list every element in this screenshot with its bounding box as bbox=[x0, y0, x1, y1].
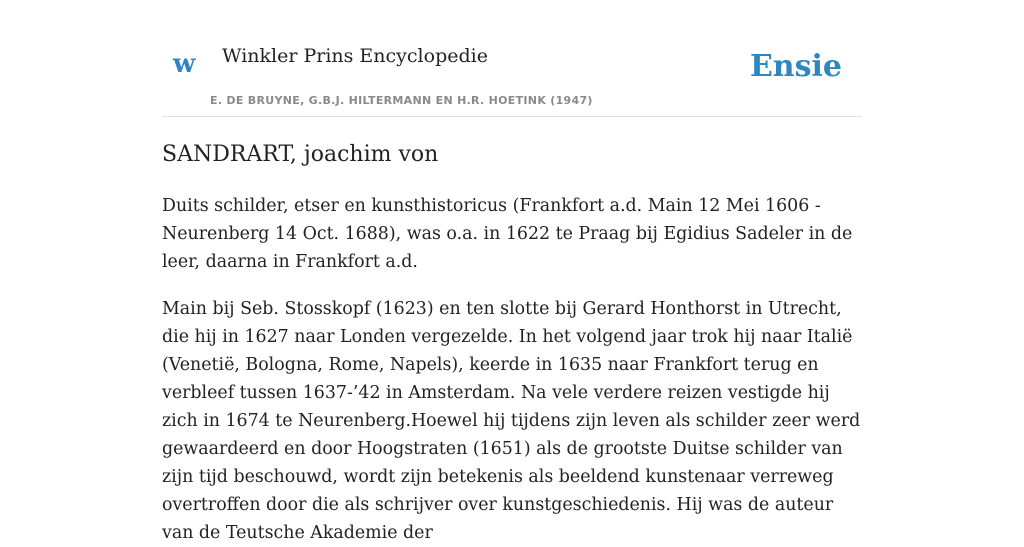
publication-authors: E. DE BRUYNE, G.B.J. HILTERMANN EN H.R. HOETINK (1947) bbox=[210, 94, 593, 107]
entry-title: SANDRART, joachim von bbox=[162, 142, 439, 167]
ensie-brand-link[interactable]: Ensie bbox=[749, 49, 842, 84]
publication-title[interactable]: Winkler Prins Encyclopedie bbox=[222, 45, 488, 67]
page-container bbox=[162, 0, 862, 543]
encyclopedia-logo[interactable]: w bbox=[173, 49, 196, 79]
header bbox=[162, 0, 862, 117]
article-paragraph: Duits schilder, etser en kunsthistoricus (Frankfort a.d. Main 12 Mei 1606 - Neurenberg 14 Oct. 1688), was o.a. in 1622 te Praag bij Egidius Sadeler in de leer, daarna in Frankfort a.d. bbox=[162, 196, 853, 272]
article-paragraph: Main bij Seb. Stosskopf (1623) en ten slotte bij Gerard Honthorst in Utrecht, die hij in 1627 naar Londen vergezelde. In het volgend jaar trok hij naar Italië (Venetië, Bologna, Rome, Napels), keerde in 1635 naar Frankfort terug en verbleef tussen 1637-’42 in Amsterdam. Na vele verdere reizen vestigde hij zich in 1674 te Neurenberg.Hoewel hij tijdens zijn leven als schilder zeer werd gewaardeerd en door Hoogstraten (1651) als de grootste Duitse schilder van zijn tijd beschouwd, wordt zijn betekenis als beeldend kunstenaar verreweg overtroffen door die als schrijver over kunstgeschiedenis. Hij was de auteur van de Teutsche Akademie der bbox=[162, 299, 861, 543]
